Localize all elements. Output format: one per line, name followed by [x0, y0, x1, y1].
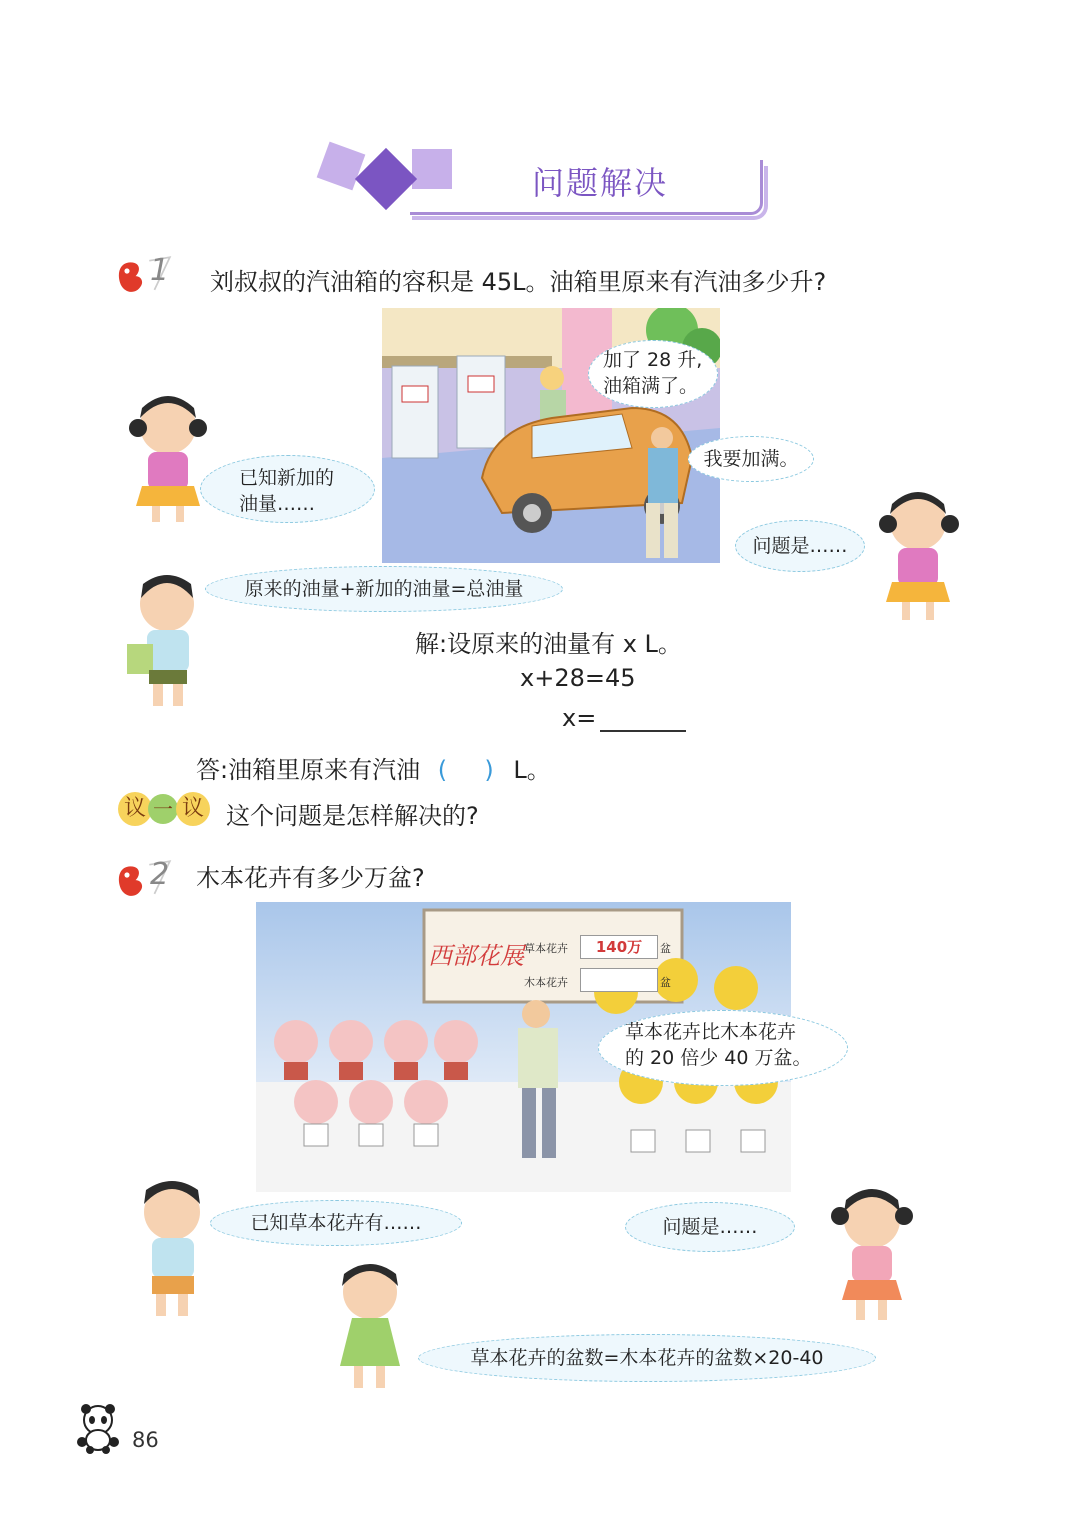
- answer-line: [196, 750, 551, 785]
- answer-open-paren: (: [437, 756, 448, 784]
- problem-2-question: 木本花卉有多少万盆?: [196, 864, 425, 892]
- gardener-bubble-line2: 的 20 倍少 40 万盆。: [625, 1047, 812, 1069]
- girl-right-figure-2: [818, 1180, 924, 1328]
- girl-left-speech-bubble: [200, 455, 375, 523]
- boy-speech-bubble: 原来的油量+新加的油量=总油量: [205, 566, 563, 612]
- worker-bubble-line1: 加了 28 升,: [603, 349, 703, 371]
- girl-right-figure: [870, 484, 966, 626]
- solution-line-3: [562, 704, 686, 732]
- worker-speech-bubble: [588, 340, 718, 408]
- girl-bottom-figure: [320, 1256, 420, 1396]
- gardener-bubble-line1: 草本花卉比木本花卉: [625, 1021, 797, 1043]
- gardener-speech-bubble: [598, 1010, 848, 1086]
- driver-speech-bubble: 我要加满。: [688, 436, 814, 482]
- sign-title: 西部花展: [428, 942, 524, 970]
- sign-row1-label: 草本花卉: [524, 942, 568, 955]
- panda-icon: [74, 1402, 124, 1454]
- girl-left-figure: [120, 388, 216, 530]
- answer-blank[interactable]: [600, 710, 686, 732]
- solution-line-1: 解:设原来的油量有 x L。: [415, 630, 682, 658]
- boy-figure: [125, 568, 215, 713]
- page-number: 86: [132, 1428, 159, 1452]
- sign-row2-unit: 盆: [660, 976, 671, 989]
- boy-left-speech-bubble: 已知草本花卉有……: [210, 1200, 462, 1246]
- sign-row1-value: 140万: [580, 935, 658, 959]
- answer-close-paren: ): [484, 756, 494, 784]
- answer-unit: L。: [513, 756, 551, 784]
- girl-right-speech-bubble: 问题是……: [735, 520, 865, 572]
- boy-left-figure: [122, 1174, 222, 1324]
- solution-line-2: x+28=45: [520, 664, 636, 692]
- problem-1-question: 刘叔叔的汽油箱的容积是 45L。油箱里原来有汽油多少升?: [210, 268, 827, 296]
- discuss-char-1: 议: [118, 792, 152, 826]
- discuss-text: 这个问题是怎样解决的?: [226, 802, 479, 830]
- discuss-char-2: 一: [148, 794, 178, 824]
- girl-right-speech-bubble-2: 问题是……: [625, 1202, 795, 1252]
- sign-row2-value: [580, 968, 658, 992]
- answer-prefix: 答:油箱里原来有汽油: [196, 756, 421, 784]
- girl-left-bubble-line2: 油量……: [239, 493, 316, 515]
- sign-row2-label: 木本花卉: [524, 976, 568, 989]
- sign-row1-unit: 盆: [660, 942, 671, 955]
- worker-bubble-line2: 油箱满了。: [603, 375, 699, 397]
- page-title: 问题解决: [531, 164, 668, 202]
- exhibit-sign: [428, 914, 676, 998]
- discuss-char-3: 议: [176, 792, 210, 826]
- solution-line-3-text: x=: [562, 704, 597, 732]
- girl-bottom-speech-bubble: 草本花卉的盆数=木本花卉的盆数×20-40: [418, 1334, 876, 1382]
- problem-2-number: 2: [150, 857, 170, 892]
- discuss-badge: [118, 792, 213, 828]
- girl-left-bubble-line1: 已知新加的: [239, 467, 335, 489]
- problem-1-number: 1: [150, 253, 170, 288]
